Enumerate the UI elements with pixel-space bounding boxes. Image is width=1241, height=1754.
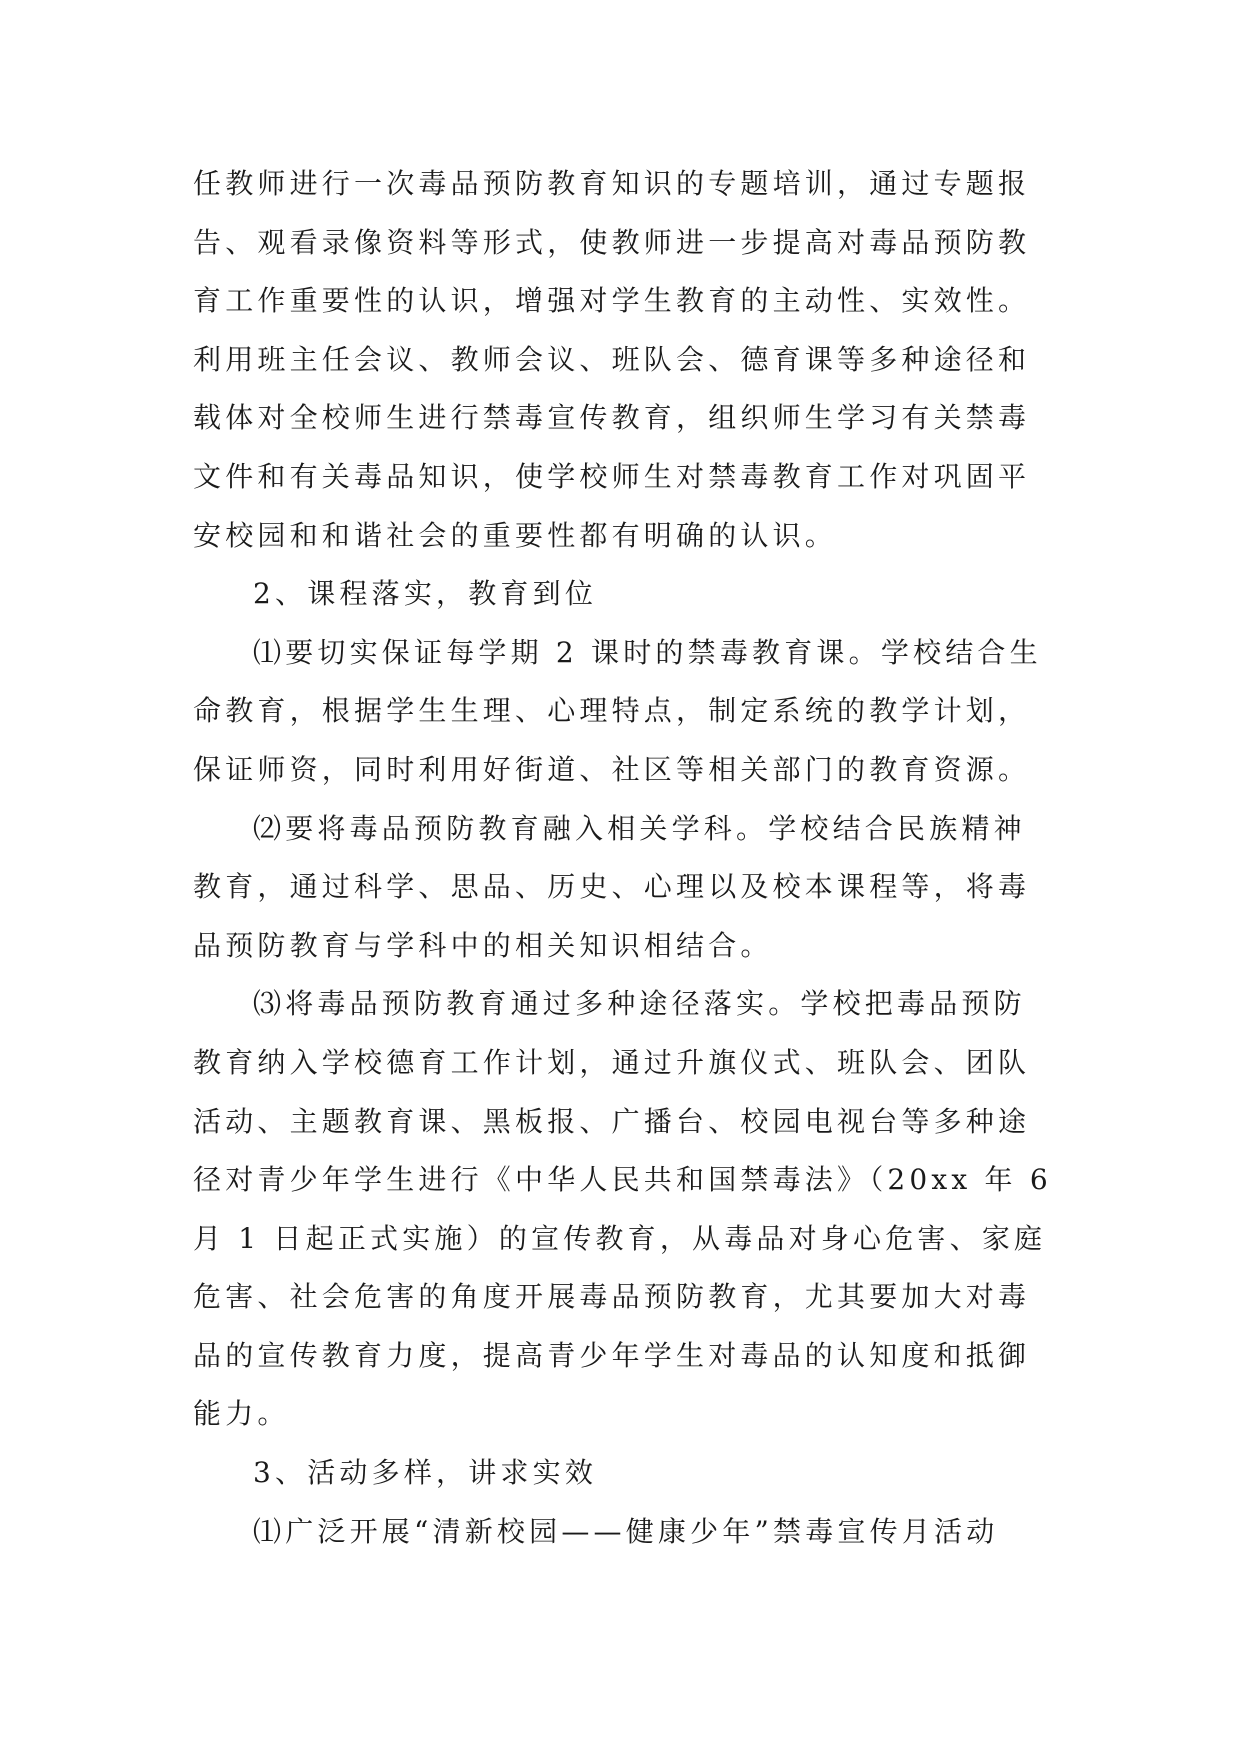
text-line: 能力。 [193,1397,290,1431]
text-line: 利用班主任会议、教师会议、班队会、德育课等多种途径和 [193,342,1031,376]
text-line: 文件和有关毒品知识，使学校师生对禁毒教育工作对巩固平 [193,459,1031,493]
text-line: 育工作重要性的认识，增强对学生教育的主动性、实效性。 [193,284,1031,318]
text-line: 教育，通过科学、思品、历史、心理以及校本课程等，将毒 [193,870,1031,904]
text-line: 3、活动多样，讲求实效 [253,1456,598,1490]
text-line: 危害、社会危害的角度开展毒品预防教育，尤其要加大对毒 [193,1280,1031,1314]
text-line: 保证师资，同时利用好街道、社区等相关部门的教育资源。 [193,752,1031,786]
text-line: 品预防教育与学科中的相关知识相结合。 [193,928,773,962]
text-line: 月 1 日起正式实施）的宣传教育，从毒品对身心危害、家庭 [193,1221,1047,1255]
text-line: 品的宣传教育力度，提高青少年学生对毒品的认知度和抵御 [193,1338,1031,1372]
text-line: ⑴广泛开展“清新校园——健康少年”禁毒宣传月活动 [253,1514,999,1548]
text-line: 活动、主题教育课、黑板报、广播台、校园电视台等多种途 [193,1104,1031,1138]
text-line: 安校园和和谐社会的重要性都有明确的认识。 [193,518,838,552]
text-line: 2、课程落实，教育到位 [253,577,598,611]
text-line: 径对青少年学生进行《中华人民共和国禁毒法》（20xx 年 6 [193,1163,1052,1197]
text-line: 任教师进行一次毒品预防教育知识的专题培训，通过专题报 [193,167,1031,200]
body-text [193,155,1053,1561]
text-line: ⑶将毒品预防教育通过多种途径落实。学校把毒品预防 [253,987,1026,1021]
text-line: ⑵要将毒品预防教育融入相关学科。学校结合民族精神 [253,811,1026,845]
text-line: 告、观看录像资料等形式，使教师进一步提高对毒品预防教 [193,225,1031,259]
text-line: 命教育，根据学生生理、心理特点，制定系统的教学计划， [193,694,1031,728]
text-line: ⑴要切实保证每学期 2 课时的禁毒教育课。学校结合生 [253,635,1042,669]
text-line: 教育纳入学校德育工作计划，通过升旗仪式、班队会、团队 [193,1045,1031,1079]
text-line: 载体对全校师生进行禁毒宣传教育，组织师生学习有关禁毒 [193,401,1031,435]
